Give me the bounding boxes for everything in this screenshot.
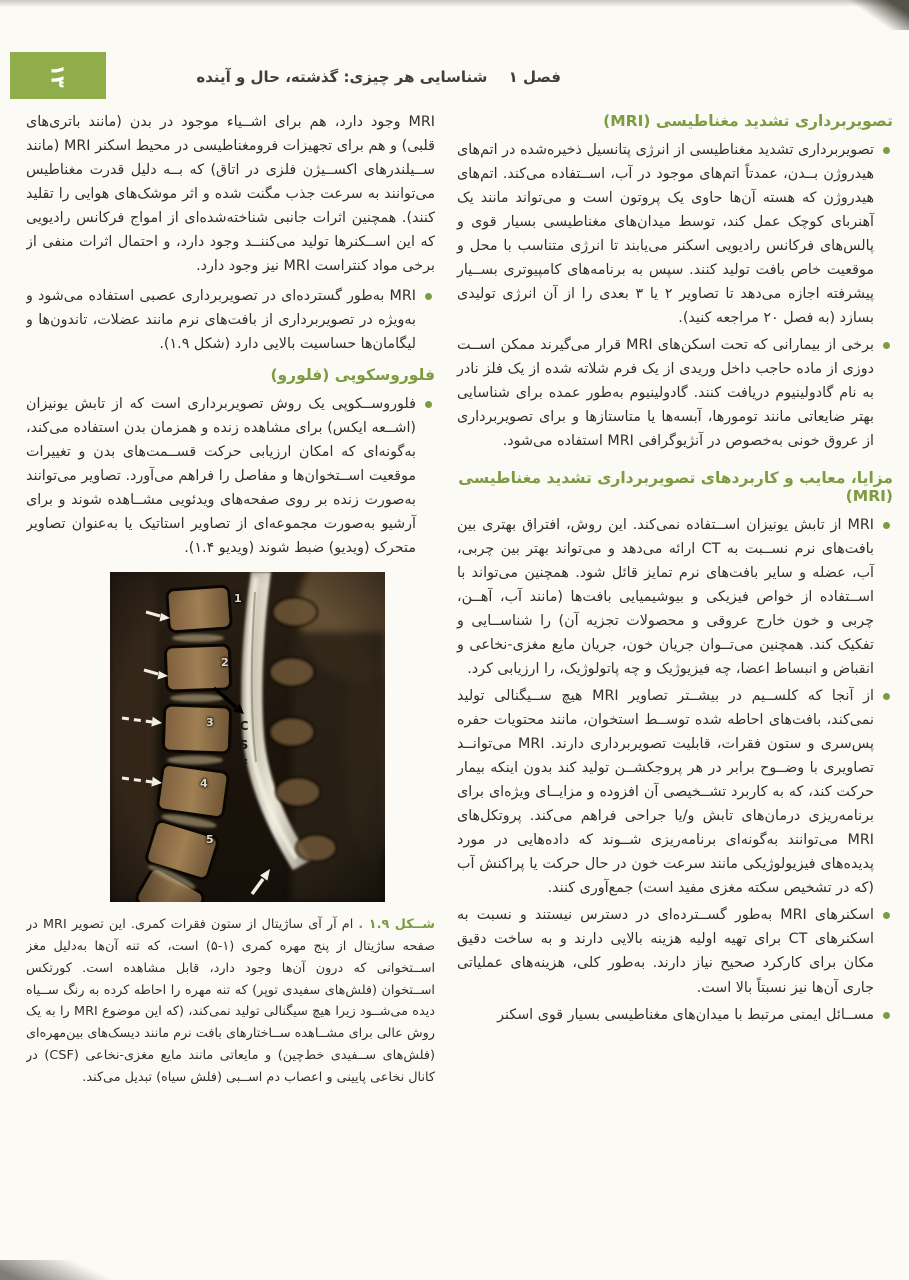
- bullet-item: مســائل ایمنی مرتبط با میدان‌های مغناطیسی بسیار قوی اسکنر: [457, 1003, 893, 1027]
- bullet-item: اسکنرهای MRI به‌طور گســترده‌ای در دسترس نیستند و نسبت به اسکنرهای CT برای تهیه اولیه هزینه بالایی دارند و به ساخت دقیق مکان برای کارکرد صحیح نیاز دارند. به‌طور کلی، هزینه‌های عملیاتی جاری آن‌ها نیز نسبتاً بالا است.: [457, 903, 893, 999]
- figure-caption: [26, 914, 435, 1088]
- page-corner-shadow-top-right: [839, 0, 909, 30]
- bullet-item: MRI به‌طور گسترده‌ای در تصویربرداری عصبی استفاده می‌شود و به‌ویژه در تصویربرداری از بافت‌های نرم مانند عضلات، تاندون‌ها و لیگامان‌ها حساسیت بالایی دارد (شکل ۱.۹).: [26, 284, 435, 356]
- section-heading-fluoroscopy: فلوروسکوپی (فلورو): [270, 366, 435, 385]
- vertebra-label-3: 3: [206, 716, 214, 730]
- page-header: [0, 0, 909, 106]
- csf-label: CSF: [237, 719, 251, 777]
- bullet-item: MRI از تابش یونیزان اســتفاده نمی‌کند. این روش، افتراق بهتری بین بافت‌های نرم نســبت به CT ارائه می‌دهد و می‌تواند بهتر بین چربی، آب، عضله و سایر بافت‌های نرم تمایز قائل شود. همچنین می‌تواند با اســتفاده از خواص فیزیکی و بیوشیمیایی بافت‌ها (مانند آب، آهــن، چربی و خون خارج عروقی و محصولات تجزیه آن) را شناســایی و تفکیک کند. همچنین می‌تــوان جریان خون، جریان مایع مغزی-نخاعی و انقباض و انبساط اعضا، چه فیزیوژیک و چه پاتولوژیک، را ارزیابی کرد.: [457, 513, 893, 681]
- bullet-item: تصویربرداری تشدید مغناطیسی از انرژی پتانسیل ذخیره‌شده در اتم‌های هیدروژن بــدن، عمدتاً اتم‌های موجود در آب، اســتفاده می‌کند. اتم‌های هیدروژن که هسته آن‌ها حاوی یک پروتون است و می‌تواند مانند یک آهنربای کوچک عمل کند، توسط میدان‌های مغناطیسی بسیار قوی و پالس‌های فرکانس رادیویی اسکنر می‌یابند تا انرژی متناسب با محل و موقعیت خاص بافت تولید کنند. سپس به برنامه‌های کامپیوتری بســیار پیشرفته اجازه می‌دهد تا تصاویر ۲ یا ۳ بعدی را از آن انرژی تولیدی بسازد (به فصل ۲۰ مراجعه کنید).: [457, 138, 893, 330]
- chapter-header: [196, 68, 561, 86]
- vertebra-label-2: 2: [221, 656, 229, 670]
- mri-pros-cons-bullets: [457, 513, 893, 1026]
- figure-1-9: [26, 572, 435, 1088]
- section-heading-mri-pros-cons: مزایا، معایب و کاربردهای تصویربرداری تشدید مغناطیسی (MRI): [458, 469, 893, 506]
- bullet-item: از آنجا که کلســیم در بیشــتر تصاویر MRI هیچ ســیگنالی تولید نمی‌کند، بافت‌های احاطه شده توســط استخوان، مانند محتویات حفره پس‌سری و ستون فقرات، قابلیت تصویربرداری دارند. MRI می‌توانــد تصاویری با وضــوح برابر در هر پروجکشــن تولید کند بدون اینکه بیمار حرکت کند، که به کاربرد تشــخیصی آن افزوده و مزایــای ویژه‌ای برای برنامه‌ریزی درمان‌های تابش و/یا جراحی فراهم می‌کند. پروتکل‌های MRI می‌توانند به‌گونه‌ای برنامه‌ریزی شــوند که داده‌هایی در مورد پدیده‌های فیزیولوژیکی مانند سرعت خون در حال حرکت یا پراکنش آب (که در تشخیص سکته مغزی مفید است) جمع‌آوری کنند.: [457, 684, 893, 900]
- bullet-item: برخی از بیمارانی که تحت اسکن‌های MRI قرار می‌گیرند ممکن اســت دوزی از ماده حاجب داخل وریدی از یک فرم شلاته شده از یک فلز نادر به نام گادولینیوم دریافت کنند. گادولینیوم به‌طور عمده برای شناسایی بهتر ضایعاتی مانند تومورها، آبسه‌ها یا متاستازها و برای تصویربرداری از عروق خونی به‌خصوص در آنژیوگرافی MRI استفاده می‌شود.: [457, 333, 893, 453]
- vertebra-label-5: 5: [206, 833, 214, 847]
- column-left: [26, 110, 435, 1268]
- bullet-item: فلوروســکوپی یک روش تصویربرداری است که از تابش یونیزان (اشــعه ایکس) برای مشاهده زنده و همزمان بدن استفاده می‌کند، به‌گونه‌ای که امکان ارزیابی حرکت قســمت‌های بدن و تغییرات موقعیت اســتخوان‌ها و مفاصل را فراهم می‌آورد. تصاویر می‌توانند به‌صورت زنده بر روی صفحه‌های ویدئویی مشــاهده شوند و برای آرشیو به‌صورت مجموعه‌ای از تصاویر استاتیک یا به‌عنوان تصاویر متحرک (ویدیو) ضبط شوند (ویدیو ۱.۴).: [26, 392, 435, 560]
- column-right: [457, 110, 893, 1268]
- figure-caption-label: شــکل ۱.۹ .: [358, 917, 435, 933]
- vertebra-label-4: 4: [200, 777, 208, 791]
- figure-caption-text: ام آر آی ساژیتال از ستون فقرات کمری. این تصویر MRI در صفحه ساژیتال از پنج مهره کمری (۱-۵) است، که تنه آن‌ها به‌دلیل مغز اســتخوانی که درون آن‌ها وجود دارد، قابل مشاهده است. کورتکس اســتخوان (فلش‌های سفیدی توپر) که تنه مهره را احاطه کرده به رنگ ســیاه دیده می‌شــود زیرا هیچ سیگنالی تولید نمی‌کند، (که این موضوع MRI را به یک روش عالی برای مشــاهده ســاختارهای بافت نرم مانند دیسک‌های بین‌مهره‌ای (فلش‌های ســفیدی خط‌چین) و مایعاتی مانند مایع مغزی-نخاعی (CSF) در کانال نخاعی پایینی و اعصاب دم اســبی (فلش سیاه) تبدیل می‌کند.: [26, 917, 435, 1085]
- mri-section-bullets: [457, 138, 893, 453]
- fluoroscopy-bullets: [26, 392, 435, 560]
- section-heading-mri: تصویربرداری تشدید مغناطیسی (MRI): [603, 112, 893, 130]
- page-number-badge: [10, 52, 106, 99]
- mri-image-container: [110, 572, 385, 902]
- two-column-layout: [26, 110, 893, 1268]
- page-corner-shadow-bottom-left: [0, 1260, 150, 1280]
- page-number: ۱۳: [47, 63, 70, 88]
- continuation-paragraph: MRI وجود دارد، هم برای اشــیاء موجود در بدن (مانند باتری‌های قلبی) و هم برای تجهیزات فرومغناطیسی در محیط اسکنر MRI (مانند ســیلندرهای اکســیژن فلزی در اتاق) که بــه دلیل قدرت مغناطیس می‌توانند به سرعت جذب مگنت شده و اثر موشک‌های هوایی را تقلید کنند). همچنین اثرات جانبی شناخته‌شده‌ای از امواج فرکانس رادیویی که این اســکنرها تولید می‌کننــد وجود دارد، و احتمال اثرات منفی از برخی مواد کنتراست MRI نیز وجود دارد.: [26, 114, 435, 275]
- chapter-title: شناسایی هر چیزی: گذشته، حال و آینده: [196, 68, 488, 86]
- left-column-bullets: [26, 284, 435, 356]
- page-edge-shadow-top: [0, 0, 909, 7]
- chapter-label: فصل ۱: [508, 68, 561, 86]
- vertebra-label-1: 1: [234, 592, 242, 606]
